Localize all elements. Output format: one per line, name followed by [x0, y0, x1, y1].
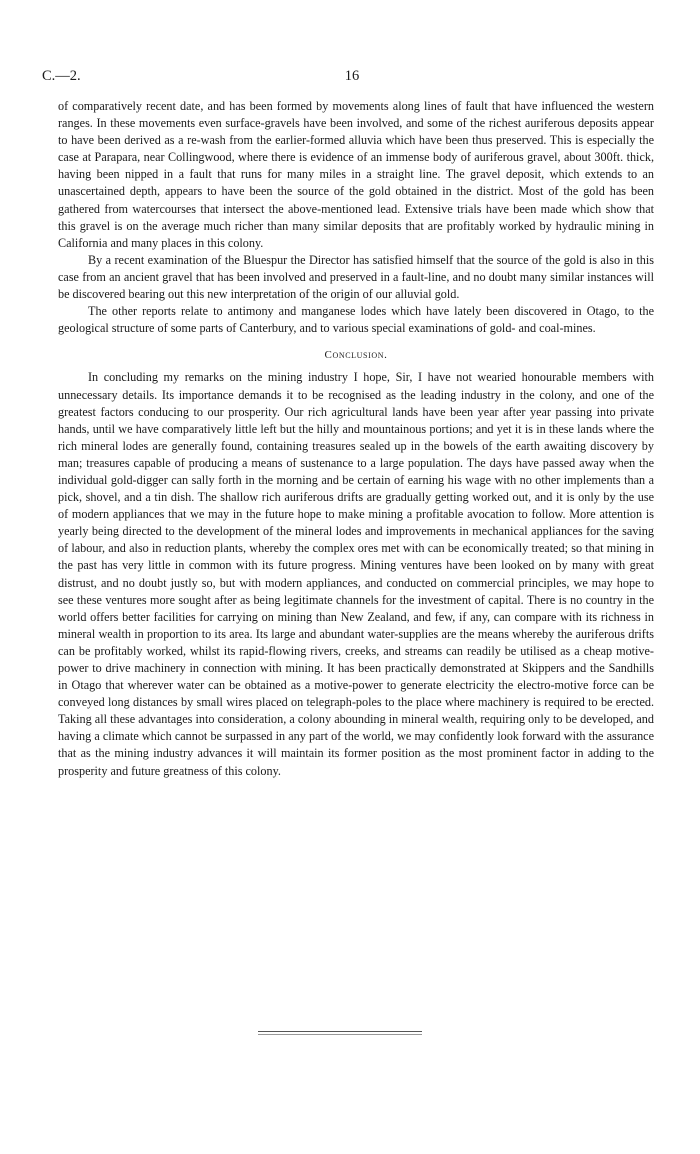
paragraph-continuation: of comparatively recent date, and has been formed by movements along lines of fault that have influenced the western ranges. In these movements even surface-gravels have been involved, and some of the richest auriferous deposits appear to have been derived as a re-wash from the earlier-formed alluvia which have been thus preserved. This is especially the case at Parapara, near Collingwood, where there is evidence of an immense body of auriferous gravel, about 300ft. thick, having been nipped in a fault that runs for many miles in a straight line. The gravel deposit, which extends to an unascertained depth, appears to have been the source of the gold obtained in the district. Most of the gold has been gathered from watercourses that intersect the above-mentioned lead. Extensive trials have been made which show that this gravel is on the average much richer than many similar deposits that are profitably worked by hydraulic mining in California and many places in this colony. — [58, 99, 654, 250]
section-heading-conclusion: Conclusion. — [324, 349, 388, 362]
body-text — [58, 98, 654, 780]
paragraph-bluespur: By a recent examination of the Bluespur the Director has satisfied himself that the source of the gold is also in this case from an ancient gravel that has been involved and preserved in a fault-line, and no doubt many similar instances will be discovered bearing out this new interpretation of the origin of our alluvial gold. — [58, 252, 654, 302]
document-reference: C.—2. — [42, 68, 81, 84]
page-header — [42, 68, 662, 88]
closing-rule-line-bottom — [258, 1034, 422, 1035]
closing-rule-line-top — [258, 1031, 422, 1032]
paragraph-conclusion: In concluding my remarks on the mining industry I hope, Sir, I have not wearied honourable members with unnecessary details. Its importance demands it to be recognised as the leading industry in the colony, and one of the greatest factors conducing to our prosperity. Our rich agricultural lands have been year after year passing into private hands, until we have comparatively little left but the hilly and mountainous portions; and yet it is in these lands where the rich mineral lodes are generally found, containing treasures sealed up in the bowels of the earth awaiting discovery by man; treasures capable of producing a means of sustenance to a large population. The days have passed away when the individual gold-digger can sally forth in the morning and be certain of earning his wage with no other implements than a pick, shovel, and a tin dish. The shallow rich auriferous drifts are gradually getting worked out, and it is only by the use of modern appliances that we may in the future hope to make mining a profitable avocation to follow. More attention is yearly being directed to the development of the mineral lodes and improvements in mechanical appliances for the saving of labour, and also in reduction plants, whereby the complex ores met with can be economically treated; so that mining in the past has very little in common with its future progress. Mining ventures have been looked on by many with great distrust, and no doubt justly so, but with modern appliances, and conducted on commercial principles, we may hope to see these ventures more sought after as being legitimate channels for the investment of capital. There is no country in the world offers better facilities for carrying on mining than New Zealand, and few, if any, can compare with its richness in mineral wealth in proportion to its area. Its large and abundant water-supplies are the means whereby the auriferous drifts can be profitably worked, whilst its rapid-flowing rivers, creeks, and streams can readily be utilised as a cheap motive-power to drive machinery in connection with mining. It has been practically demonstrated at Skippers and the Sandhills in Otago that wherever water can be obtained as a motive-power to generate electricity the electro-motive force can be conveyed long distances by small wires placed on telegraph-poles to the place where machinery is required to be erected. Taking all these advantages into consideration, a colony abounding in mineral wealth, requiring only to be developed, and having a climate which cannot be surpassed in any part of the world, we may confidently look forward with the assurance that as the mining industry advances it will maintain its former position as the most prominent factor in adding to the prosperity and future greatness of this colony. — [58, 370, 654, 778]
closing-rule — [258, 1031, 422, 1034]
page-number: 16 — [344, 68, 360, 84]
paragraph-other-reports: The other reports relate to antimony and manganese lodes which have lately been discovered in Otago, to the geological structure of some parts of Canterbury, and to various special examinations of gold- and coal-mines. — [58, 304, 654, 336]
